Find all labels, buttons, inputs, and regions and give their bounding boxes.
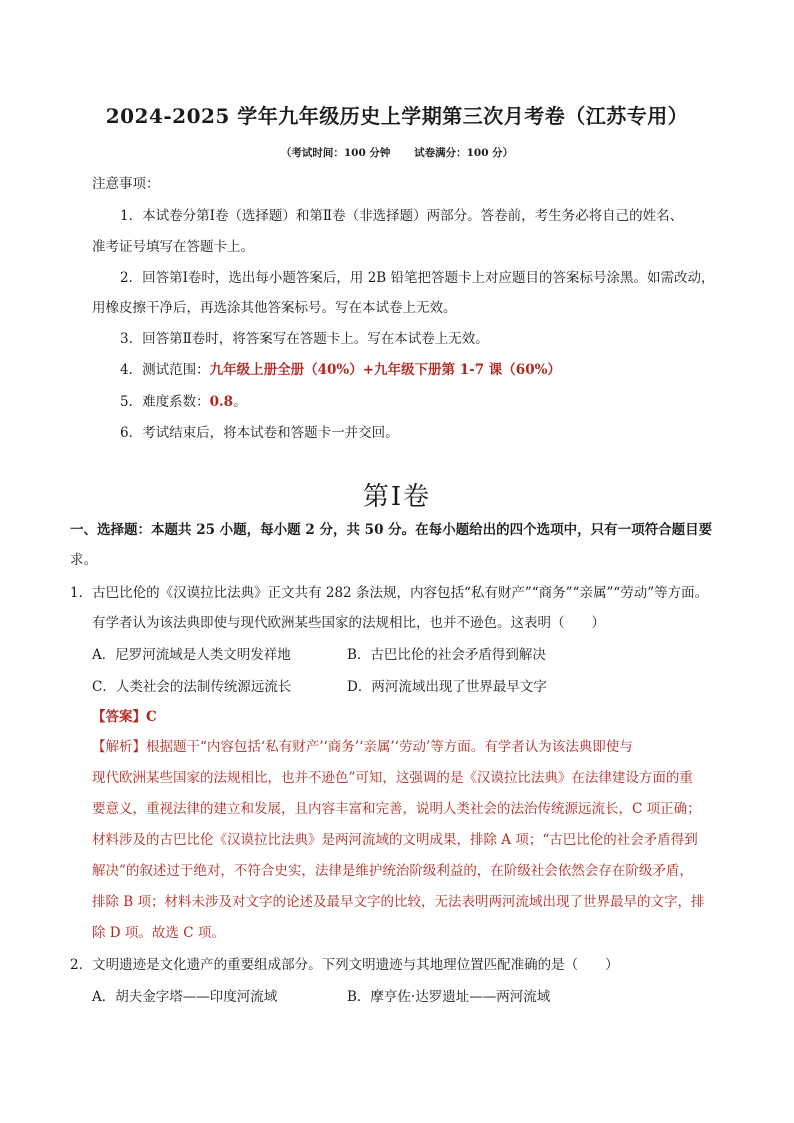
q2-option-a: A．胡夫金字塔——印度河流域 bbox=[92, 989, 278, 1005]
note-4 bbox=[120, 360, 561, 380]
note-5-label: 5．难度系数： bbox=[120, 394, 210, 410]
exam-info bbox=[0, 145, 794, 160]
q2-stem: 2．文明遗迹是文化遗产的重要组成部分。下列文明遗迹与其地理位置匹配准确的是（ ） bbox=[70, 957, 619, 973]
q1-explanation-7: 除 D 项。故选 C 项。 bbox=[92, 925, 225, 941]
q1-answer: 【答案】C bbox=[92, 709, 157, 725]
note-1a: 1．本试卷分第Ⅰ卷（选择题）和第Ⅱ卷（非选择题）两部分。答卷前，考生务必将自己的姓名、 bbox=[120, 208, 684, 224]
note-2b: 用橡皮擦干净后，再选涂其他答案标号。写在本试卷上无效。 bbox=[92, 300, 457, 316]
section-intro-b: 求。 bbox=[70, 552, 97, 568]
exam-time: （考试时间：100 分钟 bbox=[280, 147, 391, 159]
q2-option-b: B．摩亨佐·达罗遗址——两河流域 bbox=[347, 989, 551, 1005]
section-intro-a: 一、选择题：本题共 25 小题，每小题 2 分，共 50 分。在每小题给出的四个选项中，只有一项符合题目要 bbox=[70, 522, 713, 538]
note-6: 6．考试结束后，将本试卷和答题卡一并交回。 bbox=[120, 425, 399, 441]
note-3: 3．回答第Ⅱ卷时，将答案写在答题卡上。写在本试卷上无效。 bbox=[120, 331, 489, 347]
note-2a: 2．回答第Ⅰ卷时，选出每小题答案后，用 2B 铅笔把答题卡上对应题目的答案标号涂黑。如需改动， bbox=[120, 270, 715, 286]
q1-explanation-6: 排除 B 项；材料未涉及对文字的论述及最早文字的比较，无法表明两河流域出现了世界最早的文字，排 bbox=[92, 894, 705, 910]
q1-option-d: D．两河流域出现了世界最早文字 bbox=[347, 679, 547, 695]
note-5: 5．难度系数：0.8。 bbox=[120, 394, 247, 410]
q1-option-b: B．古巴比伦的社会矛盾得到解决 bbox=[347, 647, 546, 663]
q1-explanation-4: 材料涉及的古巴比伦《汉谟拉比法典》是两河流域的文明成果，排除 A 项；“古巴比伦的社会矛盾得到 bbox=[92, 832, 698, 848]
section-title: 第Ⅰ卷 bbox=[362, 482, 432, 512]
q1-explanation-1: 【解析】根据题干“内容包括‘私有财产’‘商务’‘亲属’‘劳动’等方面。有学者认为该法典即使与 bbox=[92, 739, 633, 755]
q1-option-a: A．尼罗河流域是人类文明发祥地 bbox=[92, 647, 291, 663]
q1-stem-b: 有学者认为该法典即使与现代欧洲某些国家的法规相比，也并不逊色。这表明（ ） bbox=[92, 615, 605, 631]
q1-explanation-2: 现代欧洲某些国家的法规相比，也并不逊色”可知，这强调的是《汉谟拉比法典》在法律建设方面的重 bbox=[92, 770, 693, 786]
note-4-label: 4．测试范围： bbox=[120, 362, 210, 378]
q1-stem-a: 1．古巴比伦的《汉谟拉比法典》正文共有 282 条法规，内容包括“私有财产”“商务”“亲属”“劳动”等方面。 bbox=[70, 585, 709, 601]
page-title: 2024-2025 学年九年级历史上学期第三次月考卷（江苏专用） bbox=[105, 104, 689, 128]
q1-explanation-5: 解决”的叙述过于绝对，不符合史实，法律是维护统治阶级利益的，在阶级社会依然会存在阶级矛盾， bbox=[92, 863, 693, 879]
difficulty-value: 0.8 bbox=[209, 394, 234, 410]
q1-option-c: C．人类社会的法制传统源远流长 bbox=[92, 679, 292, 695]
notes-heading: 注意事项： bbox=[92, 176, 160, 192]
test-scope: 九年级上册全册（40%）+九年级下册第 1-7 课（60%） bbox=[209, 362, 561, 378]
exam-score: 试卷满分：100 分） bbox=[414, 147, 514, 159]
q1-explanation-3: 要意义，重视法律的建立和发展，且内容丰富和完善，说明人类社会的法治传统源远流长，C 项正确； bbox=[92, 801, 701, 817]
note-1b: 准考证号填写在答题卡上。 bbox=[92, 239, 254, 255]
